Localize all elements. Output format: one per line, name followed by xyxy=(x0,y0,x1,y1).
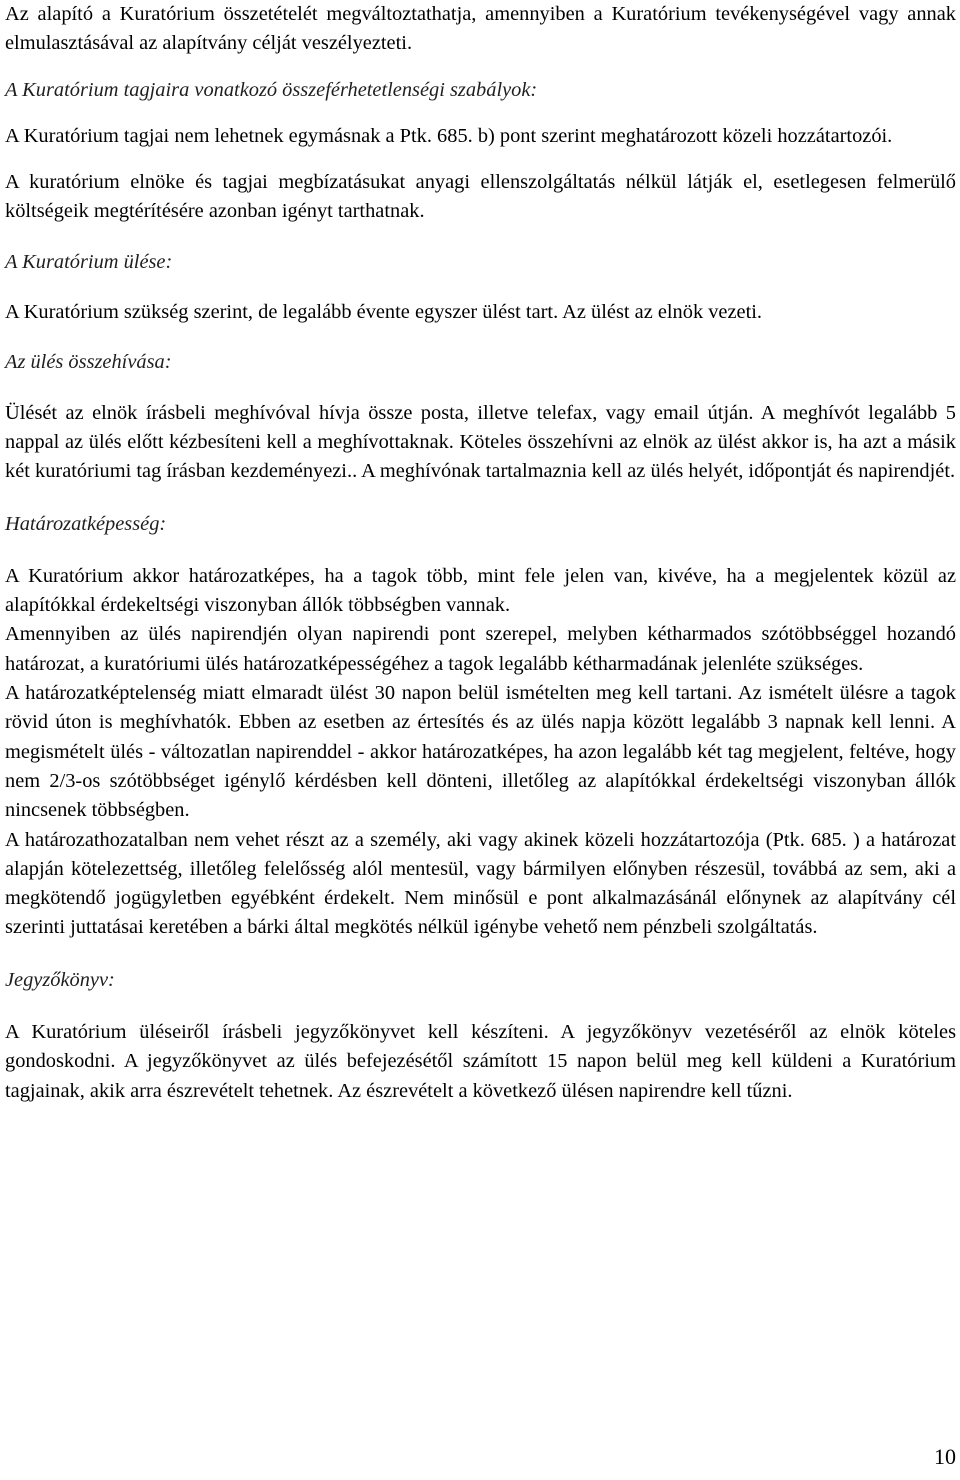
heading-minutes: Jegyzőkönyv: xyxy=(5,968,115,991)
paragraph-two-thirds: Amennyiben az ülés napirendjén olyan napirendi pont szerepel, melyben kétharmados szótöbbséggel hozandó határozat, a kuratóriumi ülés határozatképességéhez a tagok legalább kétharmadának jelenléte szükséges. xyxy=(5,623,956,675)
paragraph-conflict-of-interest: A határozathozatalban nem vehet részt az a személy, aki vagy akinek közeli hozzátartozója (Ptk. 685. ) a határozat alapján kötelezettség, illetőleg felelősség alól mentesül, vagy bármilyen előnyben részesül, továbbá az sem, aki a megkötendő jogügyletben egyébként érdekelt. Nem minősül e pont alkalmazásánál előnynek az alapítvány cél szerinti juttatásai keretében a bárki által megkötés nélkül igénybe vehető nem pénzbeli szolgáltatás. xyxy=(5,828,956,939)
paragraph-unpaid-mandate: A kuratórium elnöke és tagjai megbízatásukat anyagi ellenszolgáltatás nélkül látják el, esetlegesen felmerülő költségeik megtérítésére azonban igényt tarthatnak. xyxy=(5,171,956,223)
paragraph-founder-modification: Az alapító a Kuratórium összetételét megváltoztathatja, amennyiben a Kuratórium tevékenységével vagy annak elmulasztásával az alapítvány célját veszélyezteti. xyxy=(5,3,956,55)
paragraph-no-relatives: A Kuratórium tagjai nem lehetnek egymásnak a Ptk. 685. b) pont szerint meghatározott közeli hozzátartozói. xyxy=(5,124,893,147)
paragraph-quorum-majority: A Kuratórium akkor határozatképes, ha a tagok több, mint fele jelen van, kivéve, ha a megjelentek közül az alapítókkal érdekeltségi viszonyban állók többségben vannak. xyxy=(5,564,956,617)
paragraph-meeting-frequency: A Kuratórium szükség szerint, de legalább évente egyszer ülést tart. Az ülést az elnök vezeti. xyxy=(5,301,763,324)
heading-quorum: Határozatképesség: xyxy=(5,512,167,535)
paragraph-invitation: Ülését az elnök írásbeli meghívóval hívja össze posta, illetve telefax, vagy email útján. A meghívót legalább 5 nappal az ülés előtt kézbesíteni kell a meghívottaknak. Köteles összehívni az elnök az ülést akkor is, ha azt a másik két kuratóriumi tag írásban kezdeményezi.. A meghívónak tartalmaznia kell az ülés helyét, időpontját és napirendjét. xyxy=(5,401,956,483)
paragraph-repeated-meeting: A határozatképtelenség miatt elmaradt ülést 30 napon belül ismételten meg kell tartani. Az ismételt ülésre a tagok rövid úton is meghívhatók. Ebben az esetben az értesítés és az ülés napja között legalább 3 napnak kell lenni. A megismételt ülés - változatlan napirenddel - akkor határozatképes, ha azon legalább két tag megjelent, feltéve, hogy nem 2/3-os szótöbbséget igénylő kérdésben kell dönteni, illetőleg az alapítókkal érdekeltségi viszonyban állók nincsenek többségben. xyxy=(5,682,956,822)
paragraph-minutes: A Kuratórium üléseiről írásbeli jegyzőkönyvet kell készíteni. A jegyzőkönyv vezetéséről az elnök köteles gondoskodni. A jegyzőkönyvet az ülés befejezésétől számított 15 napon belül meg kell küldeni a Kuratórium tagjainak, akik arra észrevételt tehetnek. Az észrevételt a következő ülésen napirendre kell tűzni. xyxy=(5,1021,956,1102)
heading-incompatibility-rules: A Kuratórium tagjaira vonatkozó összeférhetetlenségi szabályok: xyxy=(5,78,538,101)
heading-convening: Az ülés összehívása: xyxy=(5,351,172,374)
document-page xyxy=(5,0,956,1106)
page-number: 10 xyxy=(934,1444,956,1469)
heading-board-meeting: A Kuratórium ülése: xyxy=(5,250,173,273)
